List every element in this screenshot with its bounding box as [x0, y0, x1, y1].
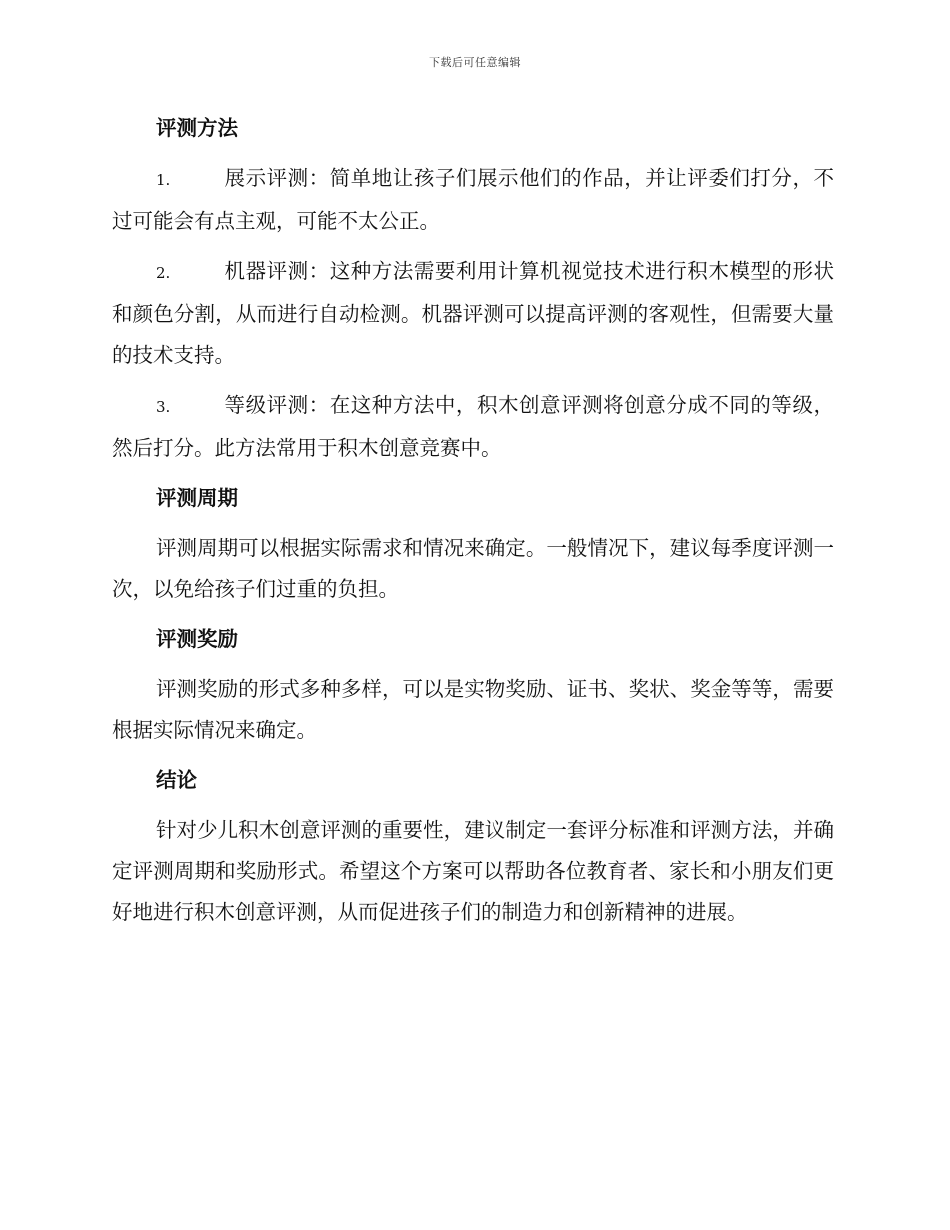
document-body	[112, 108, 834, 942]
section-body-conclusion: 针对少儿积木创意评测的重要性，建议制定一套评分标准和评测方法，并确定评测周期和奖励形式。希望这个方案可以帮助各位教育者、家长和小朋友们更好地进行积木创意评测，从而促进孩子们的制造力和创新精神的进展。	[112, 818, 834, 924]
method-item-text: 等级评测：在这种方法中，积木创意评测将创意分成不同的等级，然后打分。此方法常用于积木创意竞赛中。	[112, 393, 834, 460]
method-item-3	[112, 385, 834, 469]
section-body-period: 评测周期可以根据实际需求和情况来确定。一般情况下，建议每季度评测一次，以免给孩子们过重的负担。	[112, 536, 834, 601]
method-item-number: 3.	[156, 398, 171, 416]
method-item-2	[112, 251, 834, 376]
section-body-reward: 评测奖励的形式多种多样，可以是实物奖励、证书、奖状、奖金等等，需要根据实际情况来确定。	[112, 677, 834, 742]
method-item-1	[112, 158, 834, 242]
section-heading-period: 评测周期	[156, 486, 238, 510]
page-header: 下载后可任意编辑	[429, 56, 521, 69]
section-heading-conclusion: 结论	[156, 768, 197, 792]
method-item-text: 展示评测：简单地让孩子们展示他们的作品，并让评委们打分，不过可能会有点主观，可能不太公正。	[112, 166, 834, 233]
method-item-text: 机器评测：这种方法需要利用计算机视觉技术进行积木模型的形状和颜色分割，从而进行自动检测。机器评测可以提高评测的客观性，但需要大量的技术支持。	[112, 259, 834, 367]
method-item-number: 2.	[156, 264, 171, 282]
section-heading-reward: 评测奖励	[156, 627, 238, 651]
method-item-number: 1.	[156, 171, 171, 189]
section-heading-methods: 评测方法	[156, 116, 238, 140]
